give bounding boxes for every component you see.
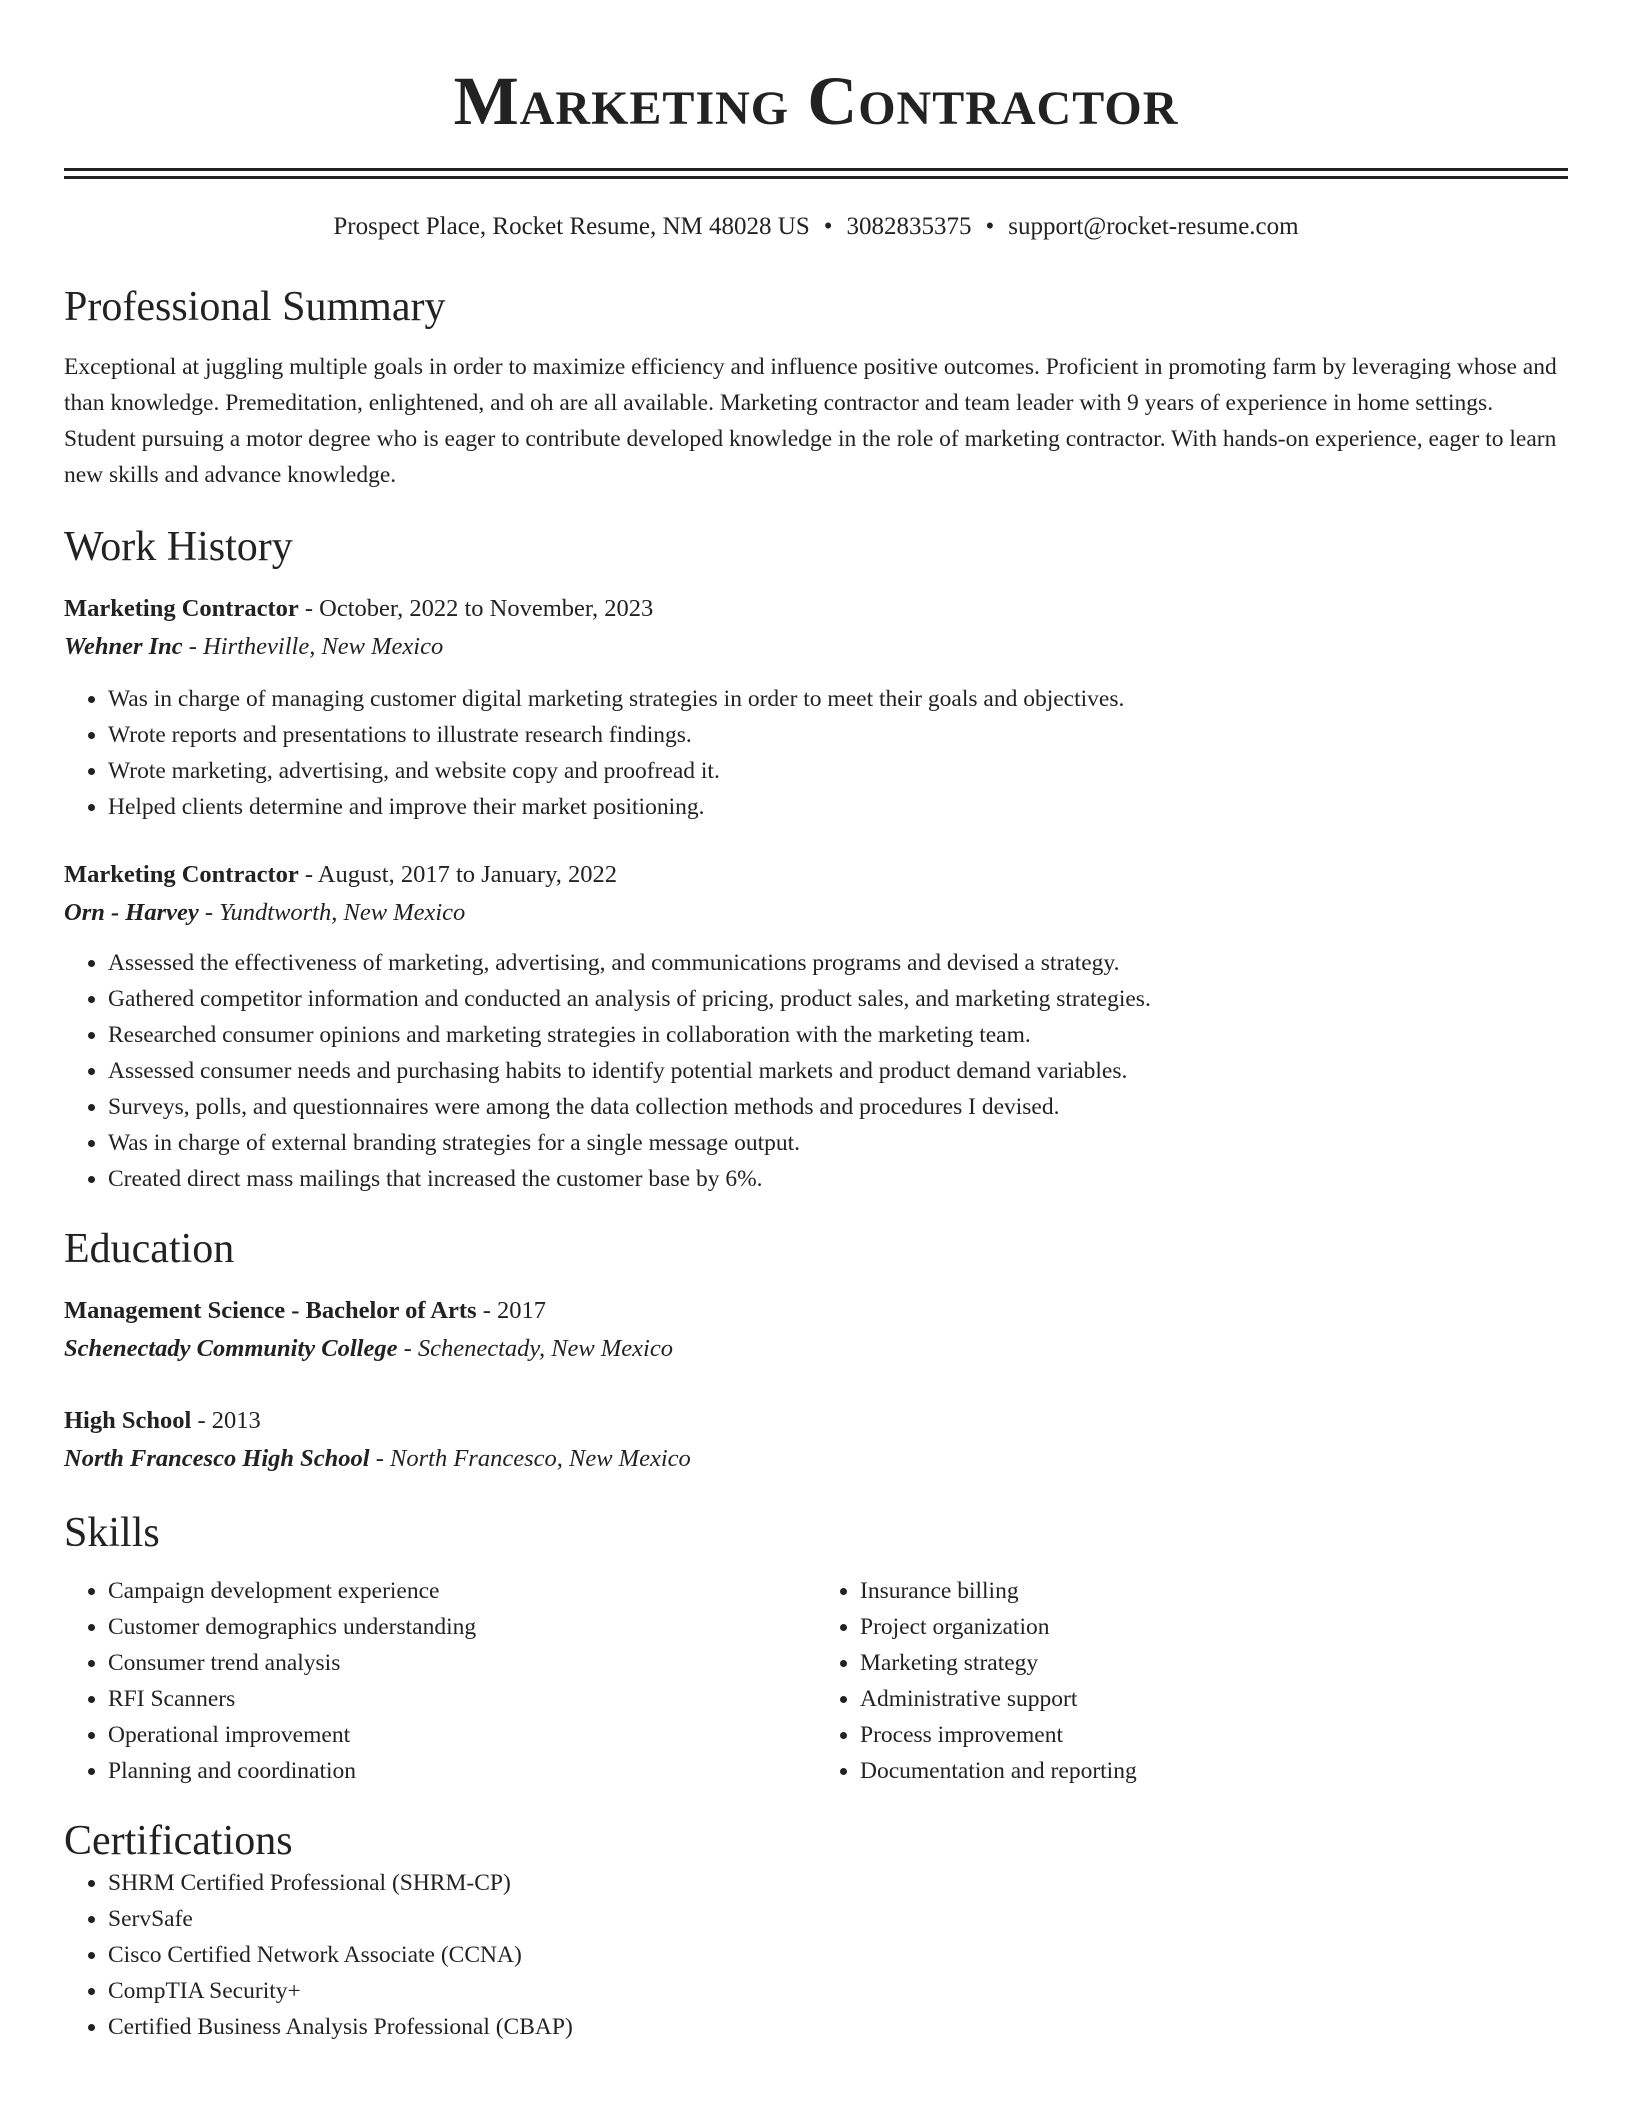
job-title-line — [64, 591, 1568, 627]
job-bullet: • Helped clients determine and improve their market positioning. — [108, 789, 1568, 825]
job-entry — [64, 591, 1568, 825]
summary-text: Exceptional at juggling multiple goals in order to maximize efficiency and influence positive outcomes. Proficient in promoting farm by leveraging whose and than knowledge. Premeditation, enlightened, and oh are all available. Marketing contractor and team leader with 9 years of experience in home settings. Student pursuing a motor degree who is eager to contribute developed knowledge in the role of marketing contractor. With hands-on experience, eager to learn new skills and advance knowledge. — [64, 354, 1557, 488]
education-school: Schenectady Community College — [64, 1335, 398, 1362]
education-entry — [64, 1403, 1568, 1479]
skill-item: • Operational improvement — [108, 1717, 816, 1753]
education-school-line — [64, 1329, 1568, 1369]
education-degree-line — [64, 1293, 1568, 1329]
resume-name: Marketing Contractor — [453, 63, 1179, 139]
certification-item: • Cisco Certified Network Associate (CCNA) — [108, 1937, 1568, 1973]
certification-item: • Certified Business Analysis Professional (CBAP) — [108, 2009, 1568, 2045]
work-history-heading: Work History — [64, 524, 293, 570]
skill-item: • Process improvement — [860, 1717, 1568, 1753]
job-bullet: • Surveys, polls, and questionnaires were among the data collection methods and procedures I devised. — [108, 1089, 1568, 1125]
skills-columns — [64, 1573, 1568, 1789]
job-title: Marketing Contractor — [64, 595, 299, 622]
job-bullets — [64, 945, 1568, 1197]
job-bullet: • Wrote marketing, advertising, and website copy and proofread it. — [108, 753, 1568, 789]
job-company: Orn - Harvey — [64, 899, 199, 926]
job-bullets — [64, 681, 1568, 825]
certifications-list — [64, 1865, 1568, 2045]
certification-item: • CompTIA Security+ — [108, 1973, 1568, 2009]
skill-item: • Administrative support — [860, 1681, 1568, 1717]
skill-item: • Consumer trend analysis — [108, 1645, 816, 1681]
education-school: North Francesco High School — [64, 1445, 370, 1472]
job-bullet: • Wrote reports and presentations to illustrate research findings. — [108, 717, 1568, 753]
education-degree: High School — [64, 1407, 192, 1434]
education-school-line — [64, 1439, 1568, 1479]
job-location: - Hirtheville, New Mexico — [182, 633, 444, 660]
certifications-heading: Certifications — [64, 1818, 293, 1864]
contact-separator: • — [823, 213, 833, 240]
education-entry — [64, 1293, 1568, 1369]
skill-item: • Marketing strategy — [860, 1645, 1568, 1681]
job-bullet: • Gathered competitor information and conducted an analysis of pricing, product sales, and marketing strategies. — [108, 981, 1568, 1017]
job-bullet: • Created direct mass mailings that increased the customer base by 6%. — [108, 1161, 1568, 1197]
job-company-line — [64, 893, 1568, 933]
job-company: Wehner Inc — [64, 633, 183, 660]
skill-item: • Project organization — [860, 1609, 1568, 1645]
skill-item: • Insurance billing — [860, 1573, 1568, 1609]
education-year: - 2013 — [191, 1407, 261, 1434]
certification-item: • ServSafe — [108, 1901, 1568, 1937]
job-bullet: • Assessed the effectiveness of marketing, advertising, and communications programs and devised a strategy. — [108, 945, 1568, 981]
skill-item: • RFI Scanners — [108, 1681, 816, 1717]
contact-phone: 3082835375 — [846, 213, 972, 240]
education-degree-line — [64, 1403, 1568, 1439]
job-dates: - October, 2022 to November, 2023 — [298, 595, 654, 622]
skills-right-list — [816, 1573, 1568, 1789]
job-bullet: • Was in charge of external branding strategies for a single message output. — [108, 1125, 1568, 1161]
skill-item: • Campaign development experience — [108, 1573, 816, 1609]
education-heading: Education — [64, 1226, 235, 1272]
job-location: - Yundtworth, New Mexico — [198, 899, 466, 926]
job-dates: - August, 2017 to January, 2022 — [298, 861, 617, 888]
header-double-rule — [64, 168, 1568, 179]
summary-heading: Professional Summary — [64, 284, 446, 330]
education-location: - North Francesco, New Mexico — [369, 1445, 691, 1472]
job-title-line — [64, 857, 1568, 893]
skills-left-list — [64, 1573, 816, 1789]
job-entry — [64, 857, 1568, 1197]
skill-item: • Documentation and reporting — [860, 1753, 1568, 1789]
skills-heading: Skills — [64, 1510, 160, 1556]
job-bullet: • Assessed consumer needs and purchasing habits to identify potential markets and product demand variables. — [108, 1053, 1568, 1089]
skill-item: • Planning and coordination — [108, 1753, 816, 1789]
job-bullet: • Was in charge of managing customer digital marketing strategies in order to meet their goals and objectives. — [108, 681, 1568, 717]
contact-separator: • — [985, 213, 995, 240]
contact-address: Prospect Place, Rocket Resume, NM 48028 US — [333, 213, 810, 240]
education-year: - 2017 — [476, 1297, 546, 1324]
education-location: - Schenectady, New Mexico — [397, 1335, 673, 1362]
skill-item: • Customer demographics understanding — [108, 1609, 816, 1645]
contact-email: support@rocket-resume.com — [1008, 213, 1299, 240]
certification-item: • SHRM Certified Professional (SHRM-CP) — [108, 1865, 1568, 1901]
contact-line — [64, 211, 1568, 243]
job-company-line — [64, 627, 1568, 667]
job-title: Marketing Contractor — [64, 861, 299, 888]
job-bullet: • Researched consumer opinions and marketing strategies in collaboration with the marketing team. — [108, 1017, 1568, 1053]
education-degree: Management Science - Bachelor of Arts — [64, 1297, 477, 1324]
